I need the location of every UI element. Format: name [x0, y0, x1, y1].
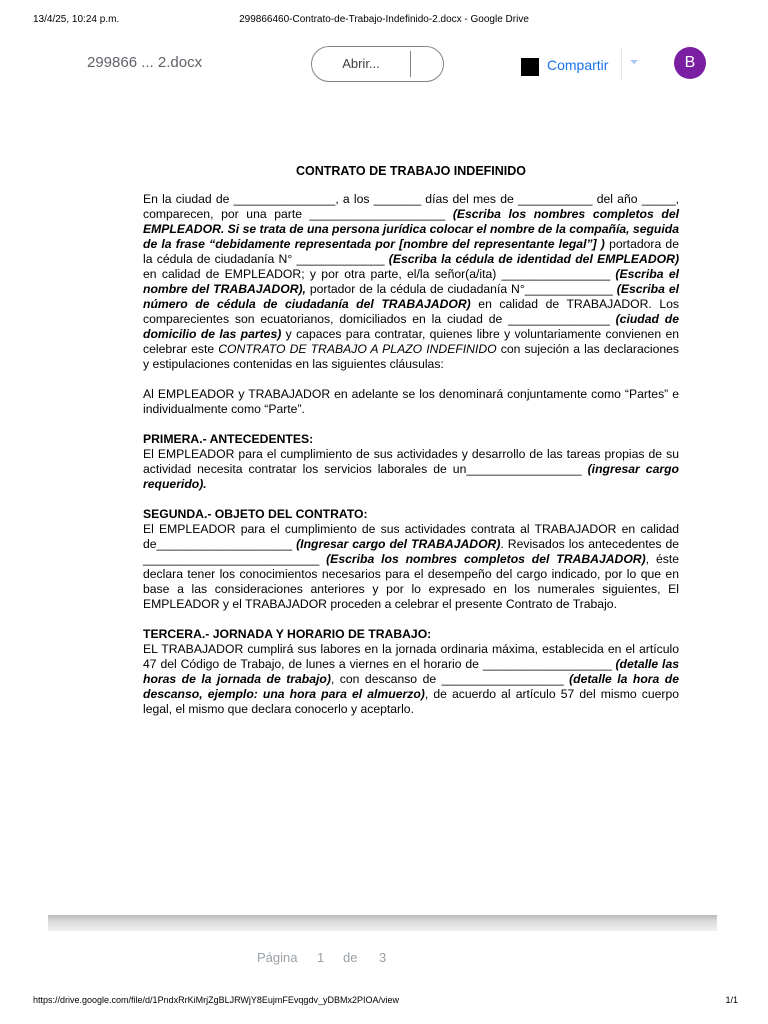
text-run: con sujeción a las declaraciones y estipulaciones contenidas en las siguientes cláusulas: [143, 342, 679, 371]
text-run: (Escriba la cédula de identidad del EMPLEADOR) [388, 252, 679, 266]
text-run: portadora de la cédula de ciudadanía N° _____________ [143, 237, 679, 266]
text-run: y capaces para contratar, quienes libre y voluntariamente convienen en celebrar este [143, 327, 679, 356]
file-name: 299866 ... 2.docx [87, 54, 203, 71]
text-run: en calidad de TRABAJADOR. Los comparecientes son ecuatorianos, domiciliados en la ciudad de _______________ [143, 297, 679, 326]
viewer-toolbar [0, 44, 768, 88]
print-footer [0, 995, 768, 1011]
page-total: 3 [379, 950, 387, 965]
text-run: , éste declara tener los conocimientos necesarios para el desempeño del cargo indicado, por lo que en base a las consideraciones anteriores y por lo expresado en los numerales siguientes, El EMPLEADOR y el TRABAJADOR proceden a celebrar el presente Contrato de Trabajo. [143, 552, 679, 611]
clause-heading-segunda: SEGUNDA.- OBJETO DEL CONTRATO: [143, 507, 368, 521]
open-with-divider [410, 51, 411, 77]
clause-segunda-text [143, 522, 679, 612]
page-current: 1 [317, 950, 325, 965]
text-run: , de acuerdo al artículo 57 del mismo cuerpo legal, el mismo que declara conocerlo y aceptarlo. [143, 687, 679, 716]
parties-paragraph [143, 387, 679, 417]
print-url: https://drive.google.com/file/d/1PndxRrKiMrjZgBLJRWjY8EujmFEvqgdv_yDBMx2PIOA/view [33, 995, 399, 1005]
account-avatar[interactable]: B [674, 47, 706, 79]
share-icon[interactable] [521, 58, 539, 76]
page-label: Página [257, 950, 298, 965]
text-run: (Ingresar cargo del TRABAJADOR) [296, 537, 501, 551]
page-of-label: de [343, 950, 358, 965]
share-dropdown-icon[interactable] [630, 60, 638, 64]
clause-heading-primera: PRIMERA.- ANTECEDENTES: [143, 432, 314, 446]
share-button[interactable]: Compartir [547, 57, 609, 73]
print-title: 299866460-Contrato-de-Trabajo-Indefinido-2.docx - Google Drive [239, 14, 529, 25]
text-run: Al EMPLEADOR y TRABAJADOR en adelante se los denominará conjuntamente como “Partes” e individualmente como “Parte”. [143, 387, 679, 416]
text-run: portador de la cédula de ciudadanía N°_____________ [305, 282, 617, 296]
clause-heading-tercera: TERCERA.- JORNADA Y HORARIO DE TRABAJO: [143, 627, 432, 641]
text-run: (ciudad de domicilio de las partes) [143, 312, 679, 341]
intro-paragraph [143, 192, 679, 372]
text-run: (Escriba el nombre del TRABAJADOR), [143, 267, 679, 296]
clause-primera-text [143, 447, 679, 492]
open-with-button[interactable] [311, 46, 444, 82]
document-title: CONTRATO DE TRABAJO INDEFINIDO [295, 164, 527, 178]
text-run: En la ciudad de _______________, a los _______ días del mes de ___________ del año _____, comparecen, por una parte ____________________ [143, 192, 679, 221]
text-run: (detalle la hora de descanso, ejemplo: una hora para el almuerzo) [143, 672, 679, 701]
open-with-label: Abrir... [342, 56, 380, 71]
print-datetime: 13/4/25, 10:24 p.m. [33, 14, 120, 25]
text-run: . Revisados los antecedentes de __________________________ [143, 537, 679, 566]
clause-tercera-text [143, 642, 679, 717]
text-run: (Escriba los nombres completos del TRABAJADOR) [326, 552, 646, 566]
text-run: , con descanso de __________________ [330, 672, 570, 686]
text-run: en calidad de EMPLEADOR; y por otra parte, el/la señor(a/ita) ________________ [143, 267, 616, 281]
text-run: CONTRATO DE TRABAJO A PLAZO INDEFINIDO [218, 342, 497, 356]
text-run: El EMPLEADOR para el cumplimiento de sus actividades contrata al TRABAJADOR en calidad de____________________ [143, 522, 679, 551]
share-divider [621, 48, 622, 80]
page-indicator [0, 950, 768, 968]
document-page [48, 104, 717, 918]
page-bottom-shadow [48, 915, 717, 931]
text-run: (ingresar cargo requerido). [143, 462, 679, 491]
text-run: EL TRABAJADOR cumplirá sus labores en la jornada ordinaria máxima, establecida en el artículo 47 del Código de Trabajo, de lunes a viernes en el horario de ___________________ [143, 642, 679, 671]
document-body [143, 164, 679, 717]
text-run: (Escriba el número de cédula de ciudadanía del TRABAJADOR) [143, 282, 679, 311]
text-run: (detalle las horas de la jornada de trabajo) [143, 657, 679, 686]
print-header [0, 14, 768, 30]
text-run: (Escriba los nombres completos del EMPLEADOR. Si se trata de una persona jurídica colocar el nombre de la compañía, seguida de la frase “debidamente representada por [nombre del representante legal”] ) [143, 207, 679, 251]
text-run: El EMPLEADOR para el cumplimiento de sus actividades y desarrollo de las tareas propias de su actividad necesita contratar los servicios laborales de un_________________ [143, 447, 679, 476]
print-page-number: 1/1 [725, 995, 738, 1005]
